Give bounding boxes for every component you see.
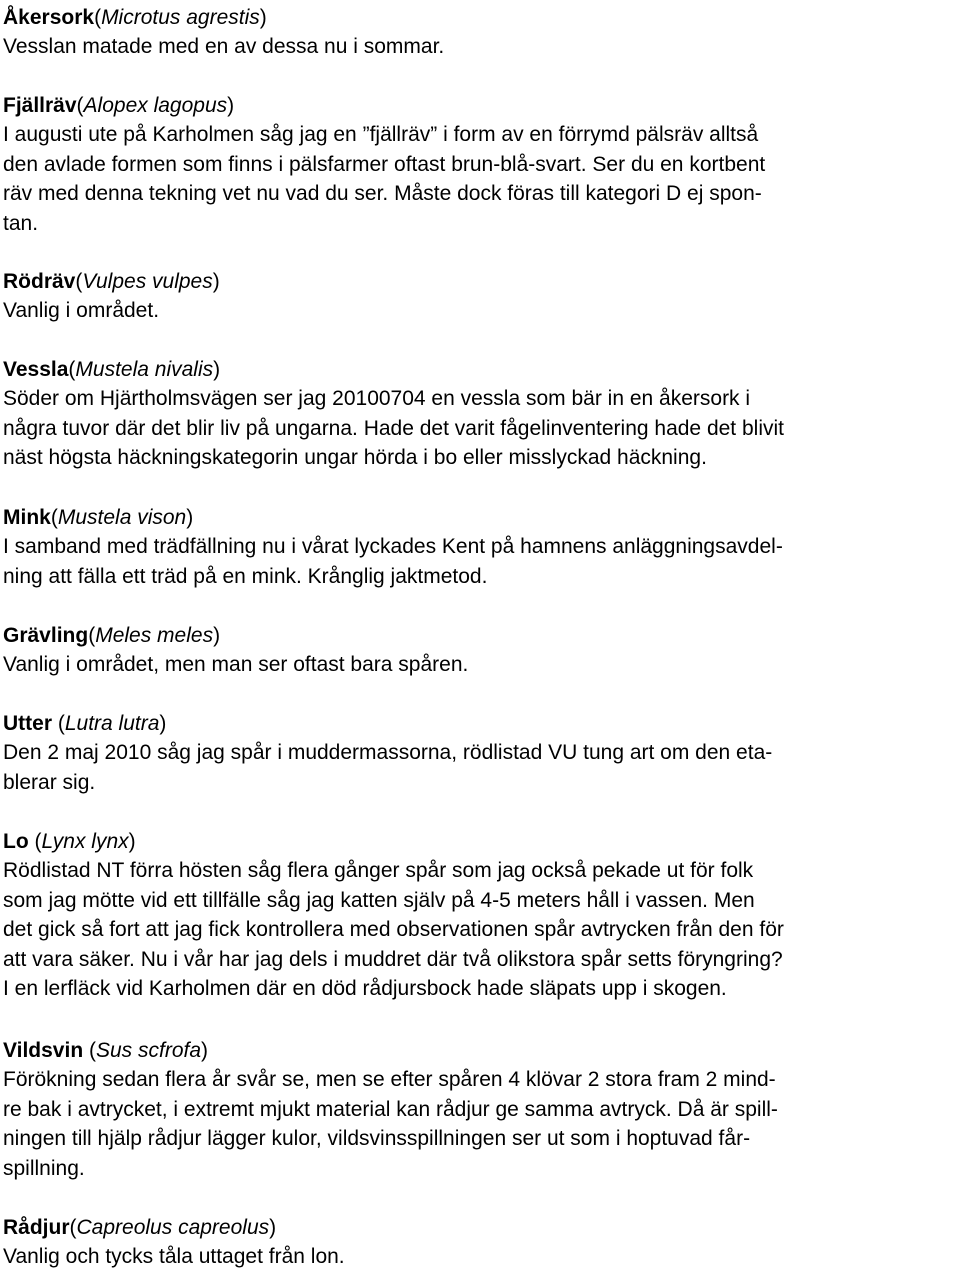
scientific-name: Microtus agrestis xyxy=(101,6,260,29)
body-line: spillning. xyxy=(3,1156,85,1180)
species-heading xyxy=(3,827,959,856)
species-name: Utter xyxy=(3,712,53,735)
scientific-name: Capreolus capreolus xyxy=(76,1216,270,1239)
species-heading xyxy=(3,503,959,532)
species-name: Åkersork xyxy=(3,6,95,29)
paren-open: ( xyxy=(76,94,84,117)
species-entry-akersork xyxy=(3,3,959,62)
species-name: Fjällräv xyxy=(3,94,77,117)
paren-close: ) xyxy=(159,712,167,735)
species-name: Lo xyxy=(3,830,29,853)
scientific-name: Lynx lynx xyxy=(41,830,129,853)
species-name: Rödräv xyxy=(3,270,76,293)
scientific-name: Alopex lagopus xyxy=(83,94,228,117)
paren-close: ) xyxy=(213,624,221,647)
body-line: Den 2 maj 2010 såg jag spår i muddermassorna, rödlistad VU tung art om den eta- xyxy=(3,741,773,765)
body-line: blerar sig. xyxy=(3,770,96,794)
paren-open: ( xyxy=(52,712,65,735)
species-heading xyxy=(3,709,959,738)
body-line: I en lerfläck vid Karholmen där en död rådjursbock hade släpats upp i skogen. xyxy=(3,977,727,1001)
species-entry-lo xyxy=(3,827,959,1003)
body-line: som jag mötte vid ett tillfälle såg jag katten själv på 4-5 meters håll i vassen. Men xyxy=(3,888,755,912)
scientific-name: Lutra lutra xyxy=(64,712,160,735)
paren-open: ( xyxy=(83,1039,96,1062)
body-line: några tuvor där det blir liv på ungarna. Hade det varit fågelinventering hade det blivit xyxy=(3,416,784,440)
species-heading xyxy=(3,1213,959,1242)
species-entry-fjallrav xyxy=(3,91,959,238)
body-line: räv med denna tekning vet nu vad du ser. Måste dock föras till kategori D ej spon- xyxy=(3,182,762,206)
paren-close: ) xyxy=(259,6,267,29)
species-entry-vildsvin xyxy=(3,1036,959,1183)
paren-open: ( xyxy=(50,506,58,529)
body-line: ning att fälla ett träd på en mink. Krånglig jaktmetod. xyxy=(3,564,488,588)
species-heading xyxy=(3,1036,959,1065)
body-line: att vara säker. Nu i vår har jag dels i muddret där två olikstora spår setts föryngring? xyxy=(3,947,783,971)
body-line: den avlade formen som finns i pälsfarmer oftast brun-blå-svart. Ser du en kortbent xyxy=(3,152,766,176)
species-entry-vessla xyxy=(3,355,959,473)
body-line: I samband med trädfällning nu i vårat lyckades Kent på hamnens anläggningsavdel- xyxy=(3,535,783,559)
body-line: Vanlig i området. xyxy=(3,299,160,323)
species-name: Rådjur xyxy=(3,1216,70,1239)
body-line: ningen till hjälp rådjur lägger kulor, vildsvinsspillningen ser ut som i hoptuvad får- xyxy=(3,1127,751,1151)
paren-open: ( xyxy=(75,270,83,293)
body-line: Rödlistad NT förra hösten såg flera gånger spår som jag också pekade ut för folk xyxy=(3,859,754,883)
body-line: Söder om Hjärtholmsvägen ser jag 20100704 en vessla som bär in en åkersork i xyxy=(3,387,751,411)
scientific-name: Meles meles xyxy=(95,624,214,647)
species-heading xyxy=(3,91,959,120)
paren-open: ( xyxy=(94,6,102,29)
species-entry-radjur xyxy=(3,1213,959,1272)
body-line: näst högsta häckningskategorin ungar hörda i bo eller misslyckad häckning. xyxy=(3,446,707,470)
species-entry-rodrav xyxy=(3,267,959,326)
paren-open: ( xyxy=(69,1216,77,1239)
body-line: Förökning sedan flera år svår se, men se efter spåren 4 klövar 2 stora fram 2 mind- xyxy=(3,1068,776,1092)
species-heading xyxy=(3,267,959,296)
species-name: Vessla xyxy=(3,358,69,381)
paren-close: ) xyxy=(213,358,221,381)
paren-open: ( xyxy=(88,624,96,647)
paren-close: ) xyxy=(227,94,235,117)
species-heading xyxy=(3,355,959,384)
species-heading xyxy=(3,3,959,32)
paren-close: ) xyxy=(201,1039,209,1062)
paren-open: ( xyxy=(28,830,42,853)
species-name: Grävling xyxy=(3,624,89,647)
species-entry-gravling xyxy=(3,621,959,680)
body-line: det gick så fort att jag fick kontrollera med observationen spår avtrycken från den för xyxy=(3,918,784,942)
scientific-name: Sus scfrofa xyxy=(95,1039,202,1062)
species-name: Vildsvin xyxy=(3,1039,84,1062)
species-name: Mink xyxy=(3,506,51,529)
body-line: Vesslan matade med en av dessa nu i sommar. xyxy=(3,35,445,59)
scientific-name: Mustela nivalis xyxy=(75,358,214,381)
paren-close: ) xyxy=(212,270,220,293)
body-line: Vanlig och tycks tåla uttaget från lon. xyxy=(3,1245,345,1269)
species-entry-utter xyxy=(3,709,959,797)
body-line: Vanlig i området, men man ser oftast bara spåren. xyxy=(3,653,469,677)
body-line: I augusti ute på Karholmen såg jag en ”fjällräv” i form av en förrymd pälsräv alltså xyxy=(3,123,759,147)
paren-open: ( xyxy=(68,358,76,381)
body-line: tan. xyxy=(3,211,39,235)
paren-close: ) xyxy=(269,1216,277,1239)
species-entry-mink xyxy=(3,503,959,591)
scientific-name: Vulpes vulpes xyxy=(82,270,213,293)
scientific-name: Mustela vison xyxy=(57,506,187,529)
paren-close: ) xyxy=(186,506,194,529)
paren-close: ) xyxy=(128,830,136,853)
body-line: re bak i avtrycket, i extremt mjukt material kan rådjur ge samma avtryck. Då är spill- xyxy=(3,1097,778,1121)
species-heading xyxy=(3,621,959,650)
